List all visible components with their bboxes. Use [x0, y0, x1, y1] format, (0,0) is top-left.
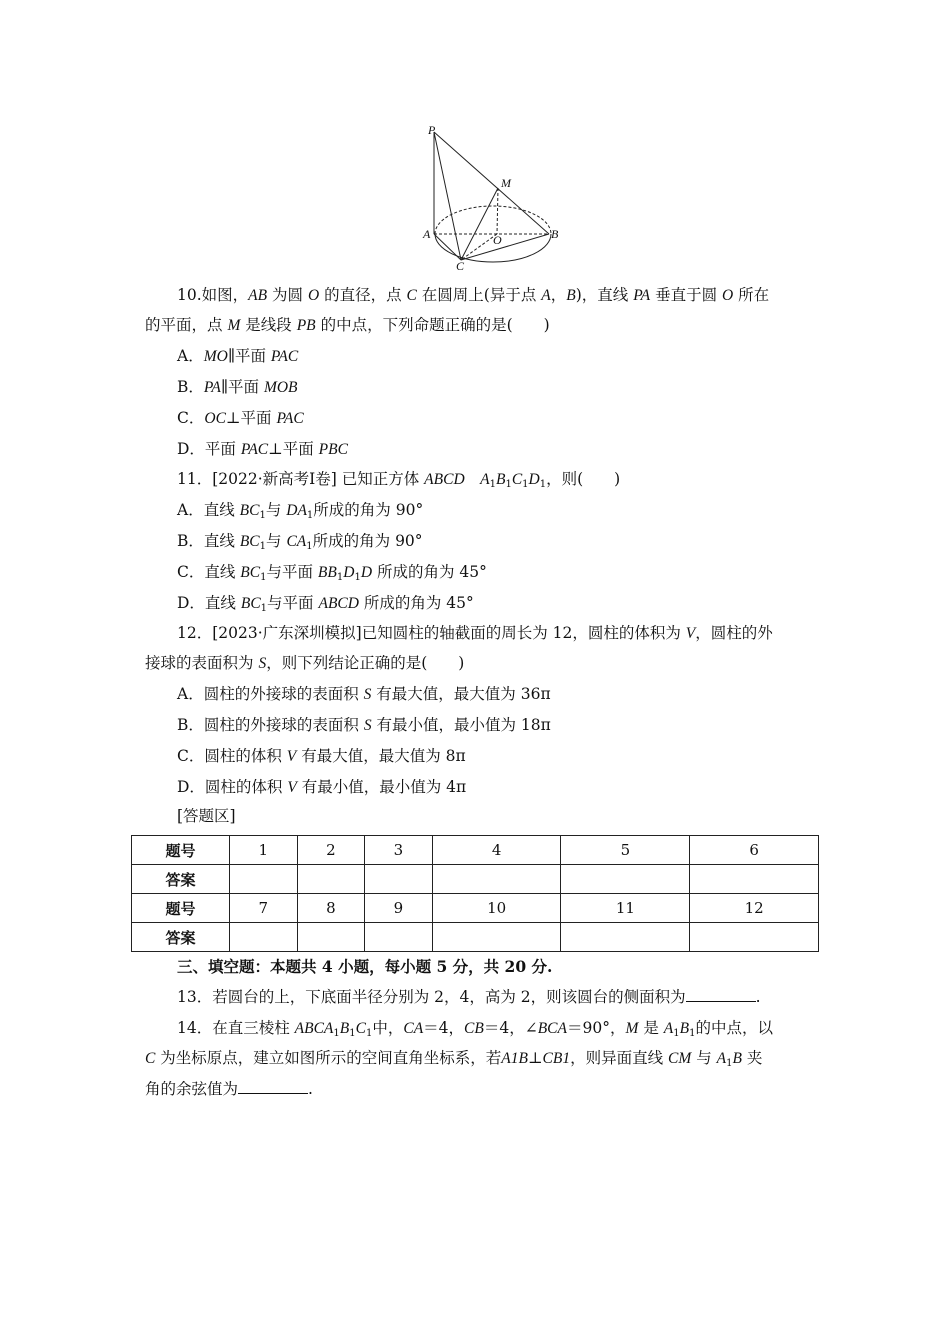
q11-option-a: A．直线 $BC_1$与 $DA_1$所成的角为 90° — [177, 501, 424, 521]
q10-option-a: A．MO∥平面 PAC — [177, 347, 299, 365]
answer-cell[interactable] — [230, 865, 298, 894]
q11-stem: 11．[2022·新高考Ⅰ卷] 已知正方体 ABCD $A_1B_1C_1D_1$，则( ) — [177, 470, 621, 490]
number-cell: 10 — [432, 894, 561, 923]
segment-BC — [461, 234, 549, 260]
table-row — [132, 836, 819, 865]
number-cell: 8 — [297, 894, 365, 923]
header-cell: 题号 — [132, 894, 230, 923]
answer-cell[interactable] — [230, 923, 298, 952]
answer-cell[interactable] — [297, 865, 365, 894]
table-row — [132, 923, 819, 952]
segment-AC — [434, 234, 461, 260]
q12-stem-line2: 接球的表面积为 S，则下列结论正确的是( ) — [145, 654, 465, 672]
number-cell: 2 — [297, 836, 365, 865]
q11-option-c: C．直线 $BC_1$与平面 $BB_1D_1D$ 所成的角为 45° — [177, 563, 487, 583]
answer-cell[interactable] — [432, 865, 561, 894]
answer-cell[interactable] — [297, 923, 365, 952]
segment-MC — [461, 188, 498, 260]
geometry-figure — [418, 120, 568, 270]
q12-option-d: D．圆柱的体积 V 有最小值，最小值为 4π — [177, 778, 467, 796]
q11-option-b: B．直线 $BC_1$与 $CA_1$所成的角为 90° — [177, 532, 423, 552]
q11-option-d: D．直线 $BC_1$与平面 ABCD 所成的角为 45° — [177, 594, 474, 614]
q14-stem-line2: C 为坐标原点，建立如图所示的空间直角坐标系，若A1B⊥CB1，则异面直线 CM 与 $A_1B$ 夹 — [145, 1049, 763, 1069]
label-C: C — [456, 259, 465, 270]
number-cell: 6 — [690, 836, 819, 865]
answer-cell[interactable] — [561, 923, 690, 952]
number-cell: 1 — [230, 836, 298, 865]
section3-heading: 三、填空题：本题共 4 小题，每小题 5 分，共 20 分. — [177, 957, 553, 976]
q10-option-c: C．OC⊥平面 PAC — [177, 409, 304, 427]
segment-MO — [497, 188, 498, 234]
q13-stem: 13．若圆台的上，下底面半径分别为 2，4，高为 2，则该圆台的侧面积为 . — [177, 988, 761, 1006]
answer-cell[interactable] — [432, 923, 561, 952]
q10-stem-line1: 10.如图，AB 为圆 O 的直径，点 C 在圆周上(异于点 A，B)，直线 PA 垂直于圆 O 所在 — [177, 286, 770, 304]
segment-PC — [434, 132, 461, 260]
answer-label-cell: 答案 — [132, 865, 230, 894]
number-cell: 7 — [230, 894, 298, 923]
label-O: O — [493, 233, 502, 247]
answer-area-title: [答题区] — [177, 807, 236, 825]
answer-table — [131, 835, 819, 952]
number-cell: 4 — [432, 836, 561, 865]
number-cell: 12 — [690, 894, 819, 923]
answer-cell[interactable] — [561, 865, 690, 894]
label-P: P — [428, 123, 436, 137]
number-cell: 11 — [561, 894, 690, 923]
table-row — [132, 894, 819, 923]
answer-cell[interactable] — [365, 865, 433, 894]
q12-option-b: B．圆柱的外接球的表面积 S 有最小值，最小值为 18π — [177, 716, 551, 734]
number-cell: 3 — [365, 836, 433, 865]
q10-option-b: B．PA∥平面 MOB — [177, 378, 298, 396]
label-B: B — [551, 227, 559, 241]
q13-answer-blank[interactable] — [686, 987, 756, 1002]
q12-stem-line1: 12．[2023·广东深圳模拟]已知圆柱的轴截面的周长为 12，圆柱的体积为 V，圆柱的外 — [177, 624, 773, 642]
label-A: A — [423, 227, 431, 241]
answer-cell[interactable] — [690, 923, 819, 952]
q12-option-c: C．圆柱的体积 V 有最大值，最大值为 8π — [177, 747, 466, 765]
q10-option-d: D．平面 PAC⊥平面 PBC — [177, 440, 348, 458]
q14-stem-line3: 角的余弦值为 . — [145, 1080, 313, 1098]
table-row — [132, 865, 819, 894]
answer-label-cell: 答案 — [132, 923, 230, 952]
number-cell: 9 — [365, 894, 433, 923]
q12-option-a: A．圆柱的外接球的表面积 S 有最大值，最大值为 36π — [177, 685, 551, 703]
answer-cell[interactable] — [365, 923, 433, 952]
header-cell: 题号 — [132, 836, 230, 865]
segment-OC — [461, 234, 497, 260]
q14-stem-line1: 14．在直三棱柱 $ABCA_1B_1C_1$中，CA＝4，CB＝4，∠BCA＝90°，M 是 $A_1B_1$的中点，以 — [177, 1019, 773, 1039]
answer-cell[interactable] — [690, 865, 819, 894]
label-M: M — [501, 176, 511, 190]
number-cell: 5 — [561, 836, 690, 865]
q14-answer-blank[interactable] — [238, 1079, 308, 1094]
segment-PB — [434, 132, 549, 234]
q10-stem-line2: 的平面，点 M 是线段 PB 的中点，下列命题正确的是( ) — [145, 316, 550, 334]
